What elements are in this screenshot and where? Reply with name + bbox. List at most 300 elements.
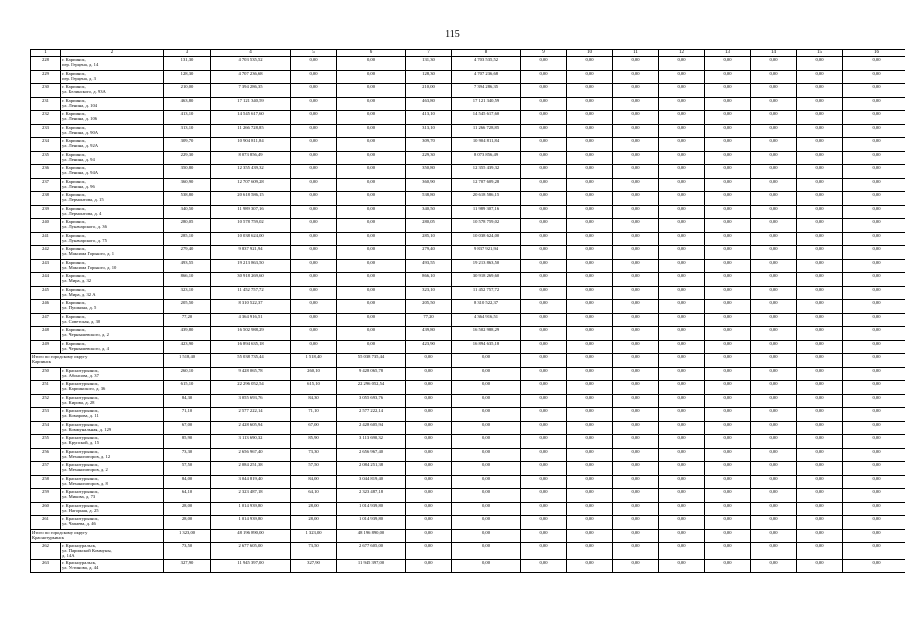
value-cell: 0,00 <box>751 559 797 573</box>
value-cell: 0,00 <box>613 84 659 98</box>
value-cell: 3 055 693,76 <box>337 394 406 408</box>
table-row <box>31 259 905 273</box>
value-cell: 0,00 <box>337 138 406 152</box>
address-line: г. Карпинск, <box>62 57 86 62</box>
value-cell: 0,00 <box>452 559 521 573</box>
value-cell: 0,00 <box>843 529 905 543</box>
value-cell: 0,00 <box>406 394 452 408</box>
value-cell: 0,00 <box>705 475 751 489</box>
value-cell: 0,00 <box>613 300 659 314</box>
value-cell: 0,00 <box>337 219 406 233</box>
row-number: 237 <box>31 178 61 192</box>
address-line: г. Карпинск, <box>62 259 86 265</box>
value-cell: 0,00 <box>613 178 659 192</box>
value-cell: 0,00 <box>797 489 843 503</box>
value-cell: 0,00 <box>567 273 613 287</box>
value-cell: 0,00 <box>406 516 452 530</box>
value-cell: 12 707 609,28 <box>452 178 521 192</box>
value-cell: 0,00 <box>751 327 797 341</box>
value-cell: 64,10 <box>291 489 337 503</box>
table-row <box>31 435 905 449</box>
row-number: 239 <box>31 205 61 219</box>
value-cell: 0,00 <box>705 313 751 327</box>
row-number: 261 <box>31 516 61 530</box>
value-cell: 0,00 <box>452 489 521 503</box>
value-cell: 0,00 <box>843 192 905 206</box>
value-cell: 0,00 <box>567 286 613 300</box>
value-cell: 0,00 <box>521 448 567 462</box>
value-cell: 0,00 <box>337 300 406 314</box>
value-cell: 0,00 <box>797 84 843 98</box>
value-cell: 0,00 <box>337 57 406 71</box>
value-cell: 0,00 <box>797 448 843 462</box>
value-cell: 0,00 <box>751 462 797 476</box>
value-cell: 1 014 939,80 <box>337 516 406 530</box>
value-cell: 280,05 <box>406 219 452 233</box>
value-cell: 0,00 <box>705 448 751 462</box>
row-number: 242 <box>31 246 61 260</box>
column-header: 3 <box>164 50 211 57</box>
value-cell: 0,00 <box>659 138 705 152</box>
address-line: г. Карпинск, <box>62 70 86 76</box>
address-line: ул. Советская, д. 30 <box>62 318 101 324</box>
value-cell: 16 502 988,29 <box>452 327 521 341</box>
value-cell: 0,00 <box>797 124 843 138</box>
value-cell: 0,00 <box>521 543 567 560</box>
address-cell <box>61 273 164 287</box>
table-row <box>31 165 905 179</box>
value-cell: 85,90 <box>291 435 337 449</box>
row-number: 260 <box>31 502 61 516</box>
table-body <box>31 50 905 573</box>
value-cell: 0,00 <box>843 435 905 449</box>
value-cell: 0,00 <box>613 462 659 476</box>
address-cell <box>61 205 164 219</box>
value-cell: 229,30 <box>164 151 211 165</box>
value-cell: 12 707 609,28 <box>211 178 291 192</box>
value-cell: 84,30 <box>164 394 211 408</box>
value-cell: 2 084 251,38 <box>337 462 406 476</box>
value-cell: 0,00 <box>843 408 905 422</box>
value-cell: 0,00 <box>751 408 797 422</box>
value-cell: 2 428 605,94 <box>211 421 291 435</box>
value-cell: 0,00 <box>843 300 905 314</box>
value-cell: 538,80 <box>406 192 452 206</box>
value-cell: 0,00 <box>521 70 567 84</box>
value-cell: 0,00 <box>337 70 406 84</box>
table-row <box>31 205 905 219</box>
value-cell: 2 656 967,40 <box>211 448 291 462</box>
row-number: 228 <box>31 57 61 71</box>
value-cell: 0,00 <box>751 475 797 489</box>
address-line: ул. Ленина, д. 106 <box>62 116 98 121</box>
address-cell <box>61 219 164 233</box>
value-cell: 0,00 <box>659 246 705 260</box>
value-cell: 0,00 <box>613 448 659 462</box>
address-line: ул. Мира, д. 32 <box>62 278 92 283</box>
value-cell: 0,00 <box>567 475 613 489</box>
value-cell: 0,00 <box>452 354 521 368</box>
row-number: 243 <box>31 259 61 273</box>
address-line: г. Краснотурьинск, <box>62 502 99 508</box>
address-line: г. Карпинск, <box>62 192 86 197</box>
value-cell: 0,00 <box>452 367 521 381</box>
value-cell: 0,00 <box>613 543 659 560</box>
value-cell: 0,00 <box>705 354 751 368</box>
value-cell: 0,00 <box>751 205 797 219</box>
value-cell: 0,00 <box>705 273 751 287</box>
value-cell: 285,10 <box>406 232 452 246</box>
value-cell: 11 945 397,00 <box>211 559 291 573</box>
value-cell: 0,00 <box>521 529 567 543</box>
value-cell: 0,00 <box>567 124 613 138</box>
table-row <box>31 124 905 138</box>
value-cell: 0,00 <box>291 111 337 125</box>
table-row <box>31 273 905 287</box>
value-cell: 0,00 <box>751 178 797 192</box>
value-cell: 0,00 <box>521 300 567 314</box>
address-cell <box>61 259 164 273</box>
value-cell: 413,10 <box>406 111 452 125</box>
address-cell <box>61 462 164 476</box>
value-cell: 0,00 <box>705 435 751 449</box>
total-label-line: Карпинск <box>32 359 51 364</box>
value-cell: 0,00 <box>291 259 337 273</box>
value-cell: 0,00 <box>567 516 613 530</box>
value-cell: 0,00 <box>843 516 905 530</box>
row-number: 249 <box>31 340 61 354</box>
address-cell <box>61 70 164 84</box>
value-cell: 0,00 <box>521 475 567 489</box>
value-cell: 866,10 <box>406 273 452 287</box>
address-line: г. Карпинск, <box>62 219 86 224</box>
address-line: г. Карпинск, <box>62 205 86 211</box>
total-label-line: Итого по городскому округу <box>32 354 88 359</box>
value-cell: 615,10 <box>291 381 337 395</box>
value-cell: 0,00 <box>797 354 843 368</box>
address-cell <box>61 408 164 422</box>
value-cell: 0,00 <box>659 543 705 560</box>
address-line: г. Краснотурьинск, <box>62 367 99 373</box>
value-cell: 0,00 <box>567 559 613 573</box>
value-cell: 0,00 <box>843 502 905 516</box>
value-cell: 0,00 <box>797 327 843 341</box>
row-number: 257 <box>31 462 61 476</box>
value-cell: 0,00 <box>751 97 797 111</box>
table-row <box>31 327 905 341</box>
value-cell: 11 266 728,85 <box>452 124 521 138</box>
value-cell: 0,00 <box>567 165 613 179</box>
value-cell: 360,90 <box>164 178 211 192</box>
value-cell: 0,00 <box>521 192 567 206</box>
value-cell: 0,00 <box>337 84 406 98</box>
value-cell: 0,00 <box>705 502 751 516</box>
value-cell: 0,00 <box>452 543 521 560</box>
value-cell: 0,00 <box>843 70 905 84</box>
address-cell <box>61 300 164 314</box>
value-cell: 19 213 863,50 <box>211 259 291 273</box>
value-cell: 205,50 <box>164 300 211 314</box>
row-number: 254 <box>31 421 61 435</box>
value-cell: 16 894 635,18 <box>211 340 291 354</box>
table-row <box>31 178 905 192</box>
value-cell: 0,00 <box>291 165 337 179</box>
column-header: 15 <box>797 50 843 57</box>
column-header: 8 <box>452 50 521 57</box>
value-cell: 0,00 <box>751 300 797 314</box>
value-cell: 3 113 690,32 <box>211 435 291 449</box>
row-number: 244 <box>31 273 61 287</box>
value-cell: 0,00 <box>843 165 905 179</box>
table-row <box>31 559 905 573</box>
value-cell: 0,00 <box>843 543 905 560</box>
address-line: г. Краснотурьинск, <box>62 381 99 386</box>
address-line: пер. Герцена, д. 3 <box>62 75 96 81</box>
value-cell: 210,00 <box>164 84 211 98</box>
value-cell: 0,00 <box>659 354 705 368</box>
address-line: г. Карпинск, <box>62 286 86 292</box>
total-label <box>31 354 164 368</box>
value-cell: 0,00 <box>705 489 751 503</box>
value-cell: 439,80 <box>406 327 452 341</box>
value-cell: 73,50 <box>164 543 211 560</box>
value-cell: 11 452 757,72 <box>452 286 521 300</box>
value-cell: 0,00 <box>705 151 751 165</box>
address-line: ул. Комарова, д. 11 <box>62 413 99 418</box>
value-cell: 0,00 <box>751 138 797 152</box>
table-row <box>31 84 905 98</box>
value-cell: 0,00 <box>705 367 751 381</box>
value-cell: 28,00 <box>164 502 211 516</box>
row-number: 246 <box>31 300 61 314</box>
value-cell: 0,00 <box>751 84 797 98</box>
table-row <box>31 408 905 422</box>
value-cell: 0,00 <box>659 57 705 71</box>
address-line: ул. Лермонтова, д. 4 <box>62 210 102 216</box>
value-cell: 0,00 <box>521 273 567 287</box>
value-cell: 0,00 <box>567 381 613 395</box>
value-cell: 14 545 617,60 <box>452 111 521 125</box>
address-line: ул. Ленина, д. 104 <box>62 102 98 108</box>
value-cell: 0,00 <box>567 192 613 206</box>
value-cell: 64,10 <box>164 489 211 503</box>
address-line: ул. Механизаторов, д. 12 <box>62 453 111 459</box>
value-cell: 0,00 <box>797 543 843 560</box>
value-cell: 0,00 <box>521 124 567 138</box>
value-cell: 493,55 <box>406 259 452 273</box>
value-cell: 0,00 <box>613 57 659 71</box>
value-cell: 0,00 <box>337 151 406 165</box>
value-cell: 0,00 <box>521 559 567 573</box>
value-cell: 0,00 <box>613 124 659 138</box>
value-cell: 0,00 <box>337 273 406 287</box>
value-cell: 0,00 <box>843 97 905 111</box>
value-cell: 0,00 <box>751 165 797 179</box>
address-line: ул. Белинского, д. 93А <box>62 89 106 94</box>
value-cell: 0,00 <box>843 273 905 287</box>
value-cell: 0,00 <box>406 367 452 381</box>
value-cell: 0,00 <box>751 529 797 543</box>
value-cell: 7 394 286,35 <box>452 84 521 98</box>
value-cell: 0,00 <box>751 340 797 354</box>
value-cell: 279,40 <box>164 246 211 260</box>
value-cell: 9 837 921,94 <box>211 246 291 260</box>
value-cell: 538,80 <box>164 192 211 206</box>
row-number: 259 <box>31 489 61 503</box>
value-cell: 67,00 <box>164 421 211 435</box>
value-cell: 0,00 <box>613 286 659 300</box>
value-cell: 0,00 <box>337 192 406 206</box>
value-cell: 0,00 <box>567 448 613 462</box>
value-cell: 0,00 <box>337 178 406 192</box>
value-cell: 0,00 <box>521 381 567 395</box>
address-cell <box>61 435 164 449</box>
address-line: ул. Коммунальная, д. 129 <box>62 426 112 432</box>
value-cell: 0,00 <box>613 559 659 573</box>
row-number: 262 <box>31 543 61 560</box>
value-cell: 0,00 <box>406 502 452 516</box>
value-cell: 85,90 <box>164 435 211 449</box>
address-line: ул. Карпинского, д. 36 <box>62 386 106 391</box>
value-cell: 0,00 <box>797 313 843 327</box>
value-cell: 0,00 <box>567 313 613 327</box>
value-cell: 0,00 <box>843 111 905 125</box>
value-cell: 0,00 <box>797 165 843 179</box>
value-cell: 0,00 <box>797 232 843 246</box>
value-cell: 0,00 <box>291 124 337 138</box>
row-number: 231 <box>31 97 61 111</box>
column-header: 10 <box>567 50 613 57</box>
value-cell: 67,00 <box>291 421 337 435</box>
row-number: 250 <box>31 367 61 381</box>
address-line: г. Карпинск, <box>62 138 86 143</box>
value-cell: 0,00 <box>521 516 567 530</box>
value-cell: 0,00 <box>659 367 705 381</box>
table-row <box>31 313 905 327</box>
value-cell: 327,90 <box>291 559 337 573</box>
address-line: г. Краснотурьинск, <box>62 448 99 454</box>
address-cell <box>61 165 164 179</box>
value-cell: 73,30 <box>164 448 211 462</box>
value-cell: 57,50 <box>164 462 211 476</box>
value-cell: 0,00 <box>613 408 659 422</box>
row-number: 247 <box>31 313 61 327</box>
value-cell: 0,00 <box>521 367 567 381</box>
table-row <box>31 448 905 462</box>
value-cell: 0,00 <box>751 421 797 435</box>
value-cell: 0,00 <box>797 421 843 435</box>
value-cell: 0,00 <box>705 559 751 573</box>
address-line: ул. Чапаева, д. 46 <box>62 521 96 526</box>
address-line: г. Краснотурьинск, <box>62 435 99 440</box>
address-line: ул. Лермонтова, д. 15 <box>62 197 104 202</box>
value-cell: 131,30 <box>406 57 452 71</box>
value-cell: 0,00 <box>613 435 659 449</box>
value-cell: 350,80 <box>164 165 211 179</box>
table-row <box>31 219 905 233</box>
value-cell: 0,00 <box>797 138 843 152</box>
value-cell: 0,00 <box>843 421 905 435</box>
address-line: ул. Ленина, д. 96 <box>62 183 95 189</box>
value-cell: 0,00 <box>705 84 751 98</box>
value-cell: 2 577 222,14 <box>211 408 291 422</box>
value-cell: 0,00 <box>521 502 567 516</box>
value-cell: 0,00 <box>613 219 659 233</box>
value-cell: 0,00 <box>337 97 406 111</box>
value-cell: 0,00 <box>797 178 843 192</box>
value-cell: 0,00 <box>337 124 406 138</box>
table-row <box>31 381 905 395</box>
value-cell: 0,00 <box>659 124 705 138</box>
address-line: ул. Ленина, д. 94А <box>62 170 99 175</box>
value-cell: 0,00 <box>613 327 659 341</box>
total-label <box>31 529 164 543</box>
value-cell: 0,00 <box>613 246 659 260</box>
table-row <box>31 192 905 206</box>
value-cell: 0,00 <box>567 408 613 422</box>
value-cell: 279,40 <box>406 246 452 260</box>
value-cell: 0,00 <box>337 327 406 341</box>
value-cell: 0,00 <box>797 394 843 408</box>
value-cell: 28,00 <box>291 502 337 516</box>
value-cell: 0,00 <box>751 219 797 233</box>
value-cell: 0,00 <box>705 192 751 206</box>
value-cell: 0,00 <box>521 219 567 233</box>
row-number: 255 <box>31 435 61 449</box>
value-cell: 55 038 735,44 <box>211 354 291 368</box>
address-line: ул. Луначарского, д. 75 <box>62 237 107 243</box>
page-number: 115 <box>445 29 460 40</box>
value-cell: 0,00 <box>521 205 567 219</box>
value-cell: 0,00 <box>843 151 905 165</box>
column-header: 2 <box>61 50 164 57</box>
row-number: 236 <box>31 165 61 179</box>
value-cell: 0,00 <box>613 273 659 287</box>
value-cell: 22 296 052,54 <box>211 381 291 395</box>
address-cell <box>61 394 164 408</box>
value-cell: 1 518,40 <box>164 354 211 368</box>
address-cell <box>61 111 164 125</box>
value-cell: 128,30 <box>406 70 452 84</box>
value-cell: 0,00 <box>751 70 797 84</box>
value-cell: 866,10 <box>164 273 211 287</box>
value-cell: 1 323,00 <box>164 529 211 543</box>
value-cell: 0,00 <box>705 529 751 543</box>
value-cell: 0,00 <box>751 286 797 300</box>
address-line: ул. Парижской Коммуны, <box>62 548 112 553</box>
value-cell: 71,10 <box>164 408 211 422</box>
value-cell: 0,00 <box>705 381 751 395</box>
value-cell: 0,00 <box>613 367 659 381</box>
value-cell: 313,10 <box>164 124 211 138</box>
value-cell: 413,10 <box>164 111 211 125</box>
value-cell: 0,00 <box>843 138 905 152</box>
value-cell: 0,00 <box>613 151 659 165</box>
value-cell: 0,00 <box>291 246 337 260</box>
column-header: 13 <box>705 50 751 57</box>
value-cell: 0,00 <box>337 313 406 327</box>
value-cell: 71,10 <box>291 408 337 422</box>
address-cell <box>61 313 164 327</box>
value-cell: 0,00 <box>567 462 613 476</box>
value-cell: 4 703 535,52 <box>211 57 291 71</box>
value-cell: 0,00 <box>406 559 452 573</box>
value-cell: 0,00 <box>659 232 705 246</box>
value-cell: 0,00 <box>751 448 797 462</box>
value-cell: 0,00 <box>797 408 843 422</box>
value-cell: 0,00 <box>659 559 705 573</box>
value-cell: 1 014 939,80 <box>211 516 291 530</box>
